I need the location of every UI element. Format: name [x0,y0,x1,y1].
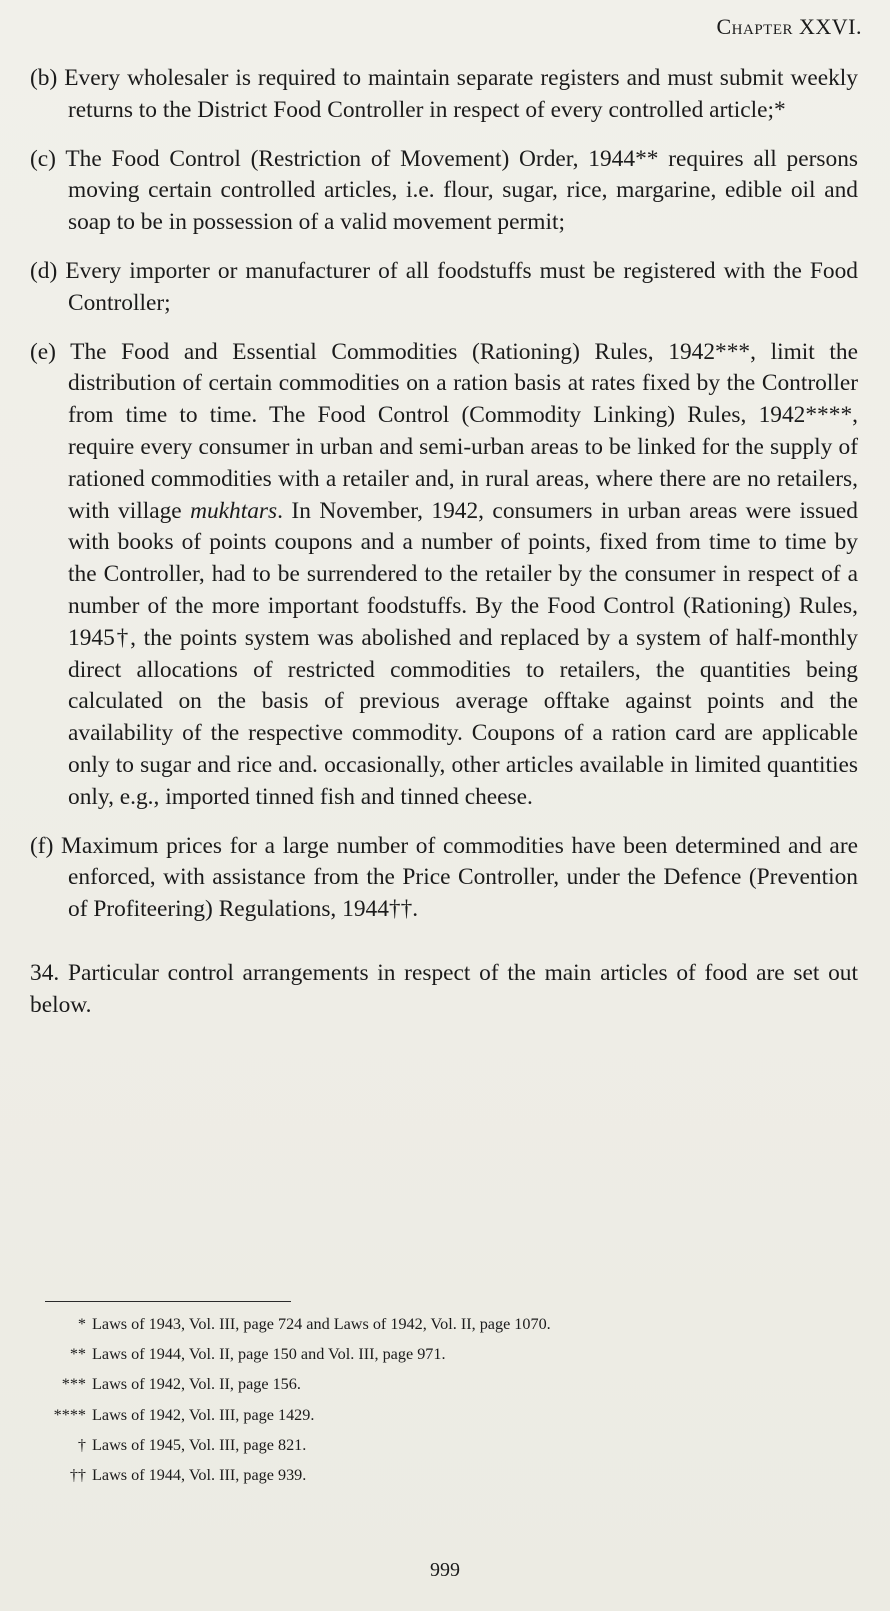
footnote [0,1406,890,1436]
footnote-mark: * [77,1315,86,1333]
paragraph-text: Maximum prices for a large number of commodities have been determined and are enforced, with assistance from the Price Controller, under the Defence (Prevention of Profiteering) Regulations, 1944††. [61,832,858,923]
paragraph-e [30,337,862,814]
paragraph-text: Every importer or manufacturer of all foodstuffs must be registered with the Food Controller; [65,257,858,316]
footnote-divider [45,1301,291,1302]
footnote-mark: † [77,1435,86,1454]
chapter-heading: Chapter XXVI. [716,14,862,39]
footnote-text: Laws of 1943, Vol. III, page 724 and Laws of 1942, Vol. II, page 1070. [92,1315,551,1333]
paragraph-text: Every wholesaler is required to maintain separate registers and must submit weekly returns to the District Food Controller in respect of every controlled article;* [64,65,858,123]
footnote-text: Laws of 1942, Vol. III, page 1429. [92,1405,315,1424]
paragraph-label: (c) [30,145,56,172]
footnote [0,1375,890,1405]
footnote-mark: †† [69,1465,86,1484]
footnote [0,1466,890,1496]
section-34-paragraph: 34. Particular control arrangements in respect of the main articles of food are set out below. [30,959,858,1018]
footnote-mark: ** [69,1345,86,1364]
italic-term: mukhtars [190,497,278,524]
footnote-text: Laws of 1945, Vol. III, page 821. [92,1435,307,1454]
paragraph-text-continued: . In November, 1942, consumers in urban areas were issued with books of points coupons and a number of points, fixed from time to time by the Controller, had to be surrendered to the retailer by the consumer in respect of a number of the more important foodstuffs. By the Food Control (Rationing) Rules, 1945†, the points system was abolished and replaced by a system of half-monthly direct allocations of restricted commodities to retailers, the quantities being calculated on the basis of previous average offtake against points and the availability of the respective commodity. Coupons of a ration card are applicable only to sugar and rice and. occasionally, other articles available in limited quantities only, e.g., imported tinned fish and tinned cheese. [68,497,858,810]
footnote [0,1436,890,1466]
paragraph-label: (e) [30,338,56,365]
paragraph-label: (d) [30,257,58,284]
paragraph-label: (f) [30,832,54,859]
footnote-text: Laws of 1944, Vol. II, page 150 and Vol. III, page 971. [92,1345,446,1364]
footnote-text: Laws of 1942, Vol. II, page 156. [92,1375,301,1394]
paragraph-f [30,831,862,926]
footnote-mark: *** [61,1375,86,1394]
paragraph-label: (b) [30,65,58,91]
footnote-mark: **** [53,1405,86,1424]
paragraph-b [30,63,862,127]
paragraph-text: The Food Control (Restriction of Movement) Order, 1944** requires all persons moving certain controlled articles, i.e. flour, sugar, rice, margarine, edible oil and soap to be in possession of a valid movement permit; [65,145,858,236]
footnote-text: Laws of 1944, Vol. III, page 939. [92,1465,307,1484]
footnotes [0,1315,890,1496]
footnote [0,1315,890,1345]
page-number: 999 [430,1559,460,1581]
paragraph-c [30,144,862,239]
paragraph-d [30,256,862,320]
main-text [30,63,862,1022]
footnote [0,1345,890,1375]
paragraph-text: The Food and Essential Commodities (Rationing) Rules, 1942***, limit the distribution of certain commodities on a ration basis at rates fixed by the Controller from time to time. The Food Control (Commodity Linking) Rules, 1942****, require every consumer in urban and semi-urban areas to be linked for the supply of rationed commodities with a retailer and, in rural areas, where there are no retailers, with village [68,338,858,524]
